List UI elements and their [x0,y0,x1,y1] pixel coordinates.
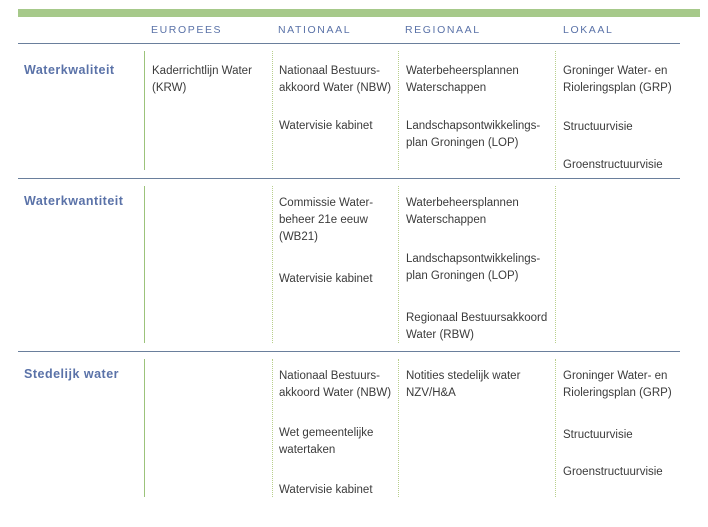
column-divider [272,359,273,497]
row-divider-1 [18,178,680,179]
row-label-waterkwaliteit: Waterkwaliteit [24,63,115,77]
column-divider [144,359,145,497]
table-cell: Nationaal Bestuurs- akkoord Water (NBW) [279,370,392,399]
table-cell: Landschapsontwikkelings- plan Groningen (LOP) [406,120,541,149]
column-divider [272,186,273,343]
table-cell: Groenstructuurvisie [563,466,663,478]
table-cell: Structuurvisie [563,429,633,441]
row-divider-2 [18,351,680,352]
column-divider [555,186,556,343]
header-divider [18,43,680,44]
table-cell: Waterbeheersplannen Waterschappen [406,65,519,94]
column-divider [144,186,145,343]
table-cell: Notities stedelijk water NZV/H&A [406,370,521,399]
table-cell: Commissie Water- beheer 21e eeuw (WB21) [279,197,374,243]
table-cell: Watervisie kabinet [279,120,373,132]
table-cell: Groenstructuurvisie [563,159,663,171]
column-divider [398,186,399,343]
table-cell: Wet gemeentelijke watertaken [279,427,374,456]
top-green-bar [18,9,700,17]
column-divider [398,359,399,497]
table-cell: Structuurvisie [563,121,633,133]
column-divider [398,51,399,170]
table-cell: Waterbeheersplannen Waterschappen [406,197,519,226]
column-divider [272,51,273,170]
column-divider [144,51,145,170]
table-cell: Groninger Water- en Rioleringsplan (GRP) [563,65,672,94]
table-cell: Landschapsontwikkelings- plan Groningen (LOP) [406,253,541,282]
table-cell: Nationaal Bestuurs- akkoord Water (NBW) [279,65,392,94]
column-divider [555,359,556,497]
column-header-nationaal: NATIONAAL [278,24,352,36]
row-label-stedelijk-water: Stedelijk water [24,367,120,381]
column-header-regionaal: REGIONAAL [405,24,481,36]
column-header-lokaal: LOKAAL [563,24,614,36]
table-cell: Watervisie kabinet [279,273,373,285]
column-divider [555,51,556,170]
row-label-waterkwantiteit: Waterkwantiteit [24,194,124,208]
table-cell: Watervisie kabinet [279,484,373,496]
table-cell: Kaderrichtlijn Water (KRW) [152,65,252,94]
table-cell: Groninger Water- en Rioleringsplan (GRP) [563,370,672,399]
table-cell: Regionaal Bestuursakkoord Water (RBW) [406,312,548,341]
column-header-europees: EUROPEES [151,24,223,36]
